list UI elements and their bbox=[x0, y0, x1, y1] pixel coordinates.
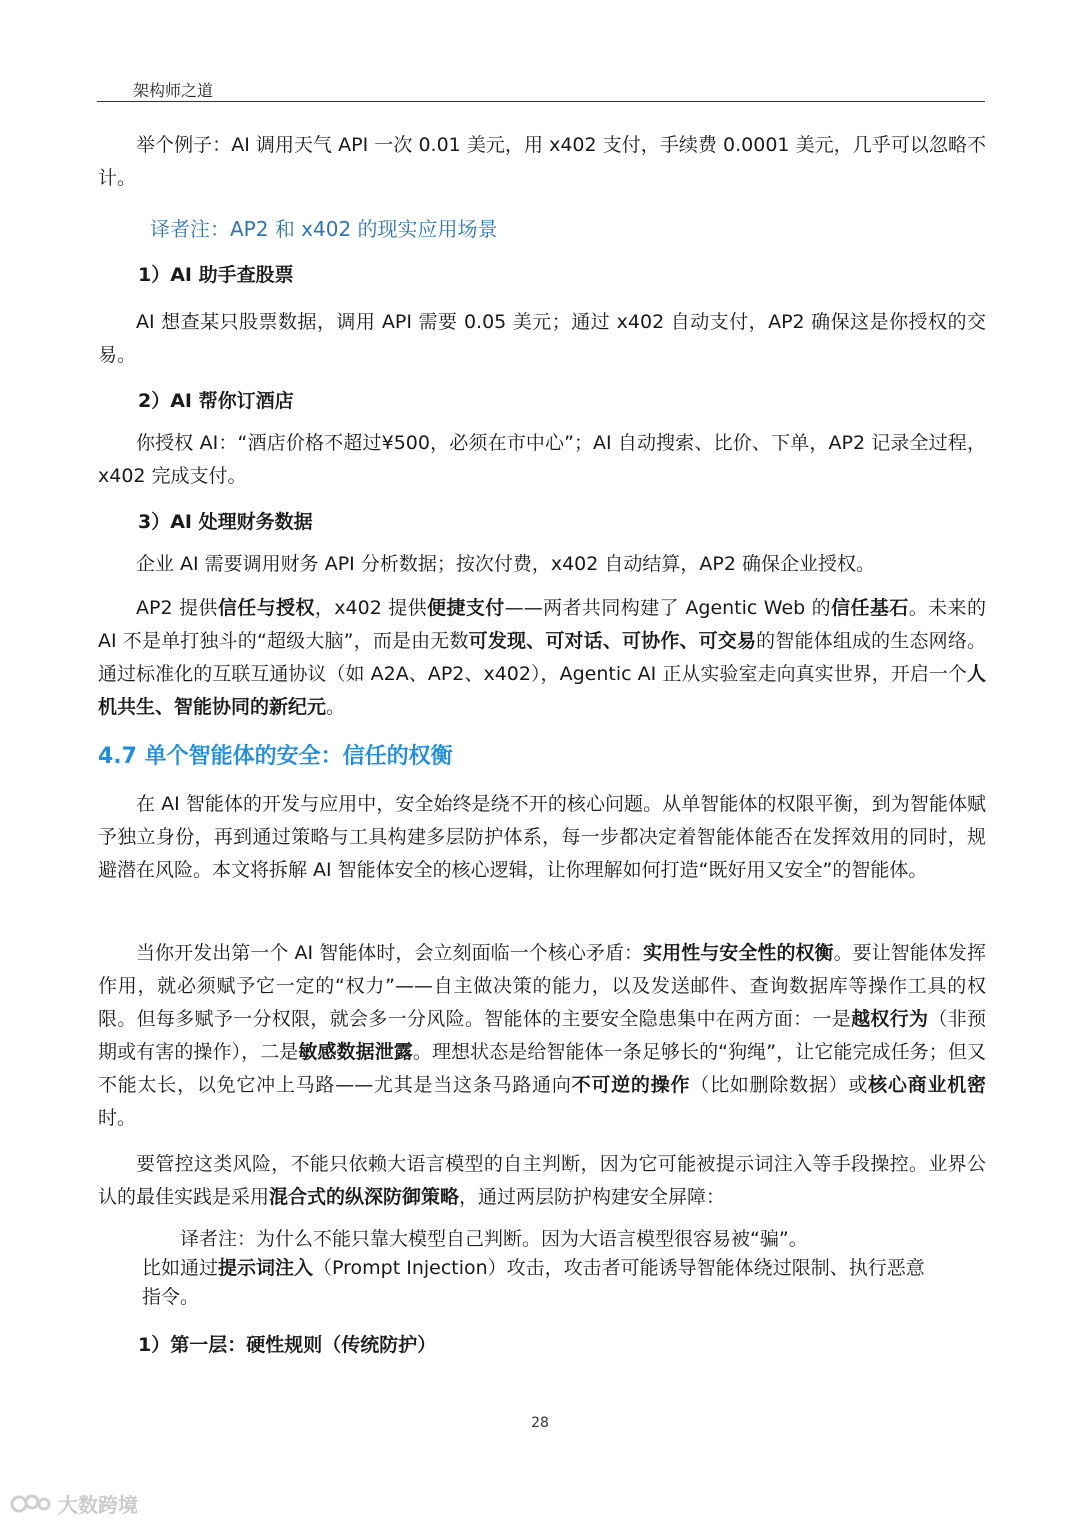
emphasis: 混合式的纵深防御策略 bbox=[269, 1186, 460, 1208]
emphasis: 越权行为 bbox=[851, 1008, 929, 1030]
emphasis: 实用性与安全性的权衡 bbox=[643, 942, 834, 964]
case-3-title: 3）AI 处理财务数据 bbox=[138, 511, 313, 533]
defense-paragraph: 要管控这类风险，不能只依赖大语言模型的自主判断，因为它可能被提示词注入等手段操控。业界公认的最佳实践是采用混合式的纵深防御策略，通过两层防护构建安全屏障： bbox=[98, 1153, 986, 1208]
case-1-body: AI 想查某只股票数据，调用 API 需要 0.05 美元；通过 x402 自动支付，AP2 确保这是你授权的交易。 bbox=[98, 311, 986, 366]
translator-note-line: 译者注：为什么不能只靠大模型自己判断。因为大语言模型很容易被“骗”。 bbox=[180, 1228, 808, 1250]
header-rule bbox=[97, 101, 985, 102]
emphasis: 信任与授权 bbox=[217, 597, 315, 619]
emphasis: 敏感数据泄露 bbox=[298, 1041, 413, 1063]
tradeoff-paragraph: 当你开发出第一个 AI 智能体时，会立刻面临一个核心矛盾：实用性与安全性的权衡。要让智能体发挥作用，就必须赋予它一定的“权力”——自主做决策的能力，以及发送邮件、查询数据库等操作工具的权限。但每多赋予一分权限，就会多一分风险。智能体的主要安全隐患集中在两方面：一是越权行为（非预期或有害的操作），二是敏感数据泄露。理想状态是给智能体一条足够长的“狗绳”，让它能完成任务；但又不能太长，以免它冲上马路——尤其是当这条马路通向不可逆的操作（比如删除数据）或核心商业机密时。 bbox=[98, 942, 986, 1129]
page-number: 28 bbox=[531, 1415, 549, 1431]
emphasis: 核心商业机密 bbox=[868, 1074, 986, 1096]
watermark bbox=[10, 1489, 138, 1518]
watermark-text: 大数跨境 bbox=[58, 1493, 138, 1517]
case-2-title: 2）AI 帮你订酒店 bbox=[138, 390, 294, 412]
emphasis: 人机共生、智能协同的新纪元 bbox=[98, 663, 986, 718]
section-heading: 4.7 单个智能体的安全：信任的权衡 bbox=[98, 744, 453, 769]
example-paragraph: 举个例子：AI 调用天气 API 一次 0.01 美元，用 x402 支付，手续费 0.0001 美元，几乎可以忽略不计。 bbox=[98, 134, 986, 189]
case-3-body: 企业 AI 需要调用财务 API 分析数据；按次付费，x402 自动结算，AP2 确保企业授权。 bbox=[136, 553, 875, 575]
emphasis: 信任基石 bbox=[831, 597, 909, 619]
emphasis: 便捷支付 bbox=[427, 597, 505, 619]
section-intro-paragraph: 在 AI 智能体的开发与应用中，安全始终是绕不开的核心问题。从单智能体的权限平衡，到为智能体赋予独立身份，再到通过策略与工具构建多层防护体系，每一步都决定着智能体能否在发挥效用的同时，规避潜在风险。本文将拆解 AI 智能体安全的核心逻辑，让你理解如何打造“既好用又安全”的智能体。 bbox=[98, 793, 986, 881]
layer-1-title: 1）第一层：硬性规则（传统防护） bbox=[138, 1334, 437, 1356]
translator-note-line: 比如通过提示词注入（Prompt Injection）攻击，攻击者可能诱导智能体绕过限制、执行恶意指令。 bbox=[142, 1257, 925, 1308]
summary-paragraph: AP2 提供信任与授权，x402 提供便捷支付——两者共同构建了 Agentic Web 的信任基石。未来的 AI 不是单打独斗的“超级大脑”，而是由无数可发现、可对话、可协作、可交易的智能体组成的生态网络。通过标准化的互联互通协议（如 A2A、AP2、x402），Agentic AI 正从实验室走向真实世界，开启一个人机共生、智能协同的新纪元。 bbox=[98, 597, 986, 718]
emphasis: 不可逆的操作 bbox=[571, 1074, 691, 1096]
emphasis: 提示词注入 bbox=[218, 1257, 314, 1279]
case-1-title: 1）AI 助手查股票 bbox=[138, 264, 294, 286]
case-2-body: 你授权 AI：“酒店价格不超过¥500，必须在市中心”；AI 自动搜索、比价、下单，AP2 记录全过程，x402 完成支付。 bbox=[98, 432, 986, 487]
emphasis: 可发现、可对话、可协作、可交易 bbox=[468, 630, 757, 652]
running-header: 架构师之道 bbox=[133, 81, 214, 100]
translator-note bbox=[142, 1225, 942, 1312]
watermark-logo-icon bbox=[10, 1491, 52, 1517]
translator-note-title: 译者注：AP2 和 x402 的现实应用场景 bbox=[150, 217, 498, 241]
